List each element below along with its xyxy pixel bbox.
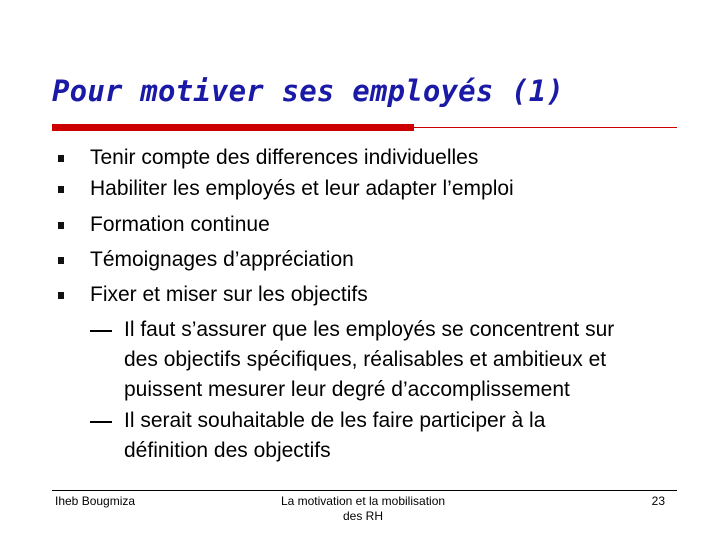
footer-divider: [52, 490, 677, 491]
sub-bullet-text: [124, 315, 699, 405]
footer-title-line: des RH: [342, 509, 383, 523]
bullet-text: Témoignages d’appréciation: [90, 248, 354, 271]
sub-bullet-line: définition des objectifs: [124, 439, 331, 462]
slide-title: Pour motiver ses employés (1): [52, 74, 565, 108]
square-bullet-icon: [58, 222, 64, 229]
sub-bullet-line: Il serait souhaitable de les faire participer à la: [124, 409, 546, 432]
sub-bullet-line: puissent mesurer leur degré d’accomplissement: [124, 378, 570, 401]
footer-title-line: La motivation et la mobilisation: [280, 494, 446, 508]
sub-bullet-line: Il faut s’assurer que les employés se concentrent sur: [124, 318, 615, 341]
sub-bullet-text: [124, 406, 699, 466]
page-number: 23: [651, 494, 665, 508]
square-bullet-icon: [58, 257, 64, 264]
footer-author: Iheb Bougmiza: [55, 494, 136, 508]
sub-bullet-line: des objectifs spécifiques, réalisables et ambitieux et: [124, 348, 607, 371]
square-bullet-icon: [58, 292, 64, 299]
square-bullet-icon: [58, 155, 64, 162]
bullet-text: Habiliter les employés et leur adapter l’emploi: [90, 177, 514, 200]
bullet-text: Fixer et miser sur les objectifs: [90, 283, 368, 306]
bullet-text: Tenir compte des differences individuelles: [90, 146, 479, 169]
bullet-text: Formation continue: [90, 213, 270, 236]
footer-title: [258, 494, 468, 524]
square-bullet-icon: [58, 186, 64, 193]
